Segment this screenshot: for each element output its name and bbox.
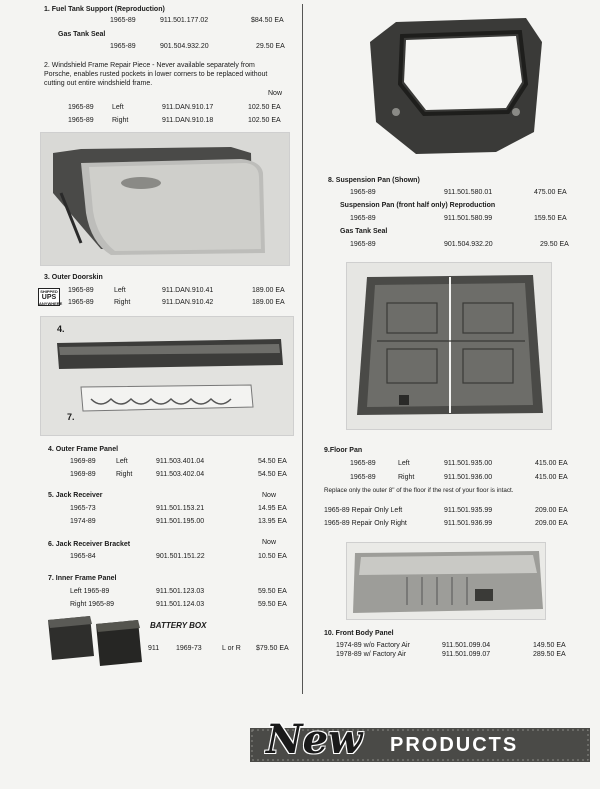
doorskin-photo — [40, 132, 290, 266]
item-note: Replace only the outer 8" of the floor if the rest of your floor is intact. — [324, 487, 514, 494]
price: 59.50 EA — [258, 588, 287, 595]
item-years: 1965-89 — [350, 460, 376, 467]
item-years: 1965-89 — [110, 43, 136, 50]
part-number: 911.501.195.00 — [156, 518, 205, 525]
item-label: 1974-89 w/o Factory Air — [336, 642, 410, 649]
item-years: 1965-89 — [68, 299, 94, 306]
item-years: 1965-89 — [68, 287, 94, 294]
battery-box-photo — [44, 612, 144, 668]
item-years: 1965-89 — [68, 104, 94, 111]
item-label: 1978-89 w/ Factory Air — [336, 651, 407, 658]
price: 415.00 EA — [535, 474, 568, 481]
item-years: 1965-89 — [350, 215, 376, 222]
price: 29.50 EA — [540, 241, 569, 248]
item-side: Right — [398, 474, 415, 481]
item-years: 1965-89 — [350, 241, 376, 248]
item-years: 1974-89 — [70, 518, 96, 525]
item-side: Left — [116, 458, 128, 465]
item-title: 6. Jack Receiver Bracket — [48, 541, 131, 548]
price: 10.50 EA — [258, 553, 287, 560]
part-number: 911.501.124.03 — [156, 601, 205, 608]
item-title: BATTERY BOX — [150, 621, 207, 630]
price: 102.50 EA — [248, 104, 281, 111]
price: 415.00 EA — [535, 460, 568, 467]
column-divider — [302, 4, 303, 694]
item-title: 9.Floor Pan — [324, 447, 363, 454]
item-years: Right 1965-89 — [70, 601, 114, 608]
item-description: 2. Windshield Frame Repair Piece - Never available separately from — [44, 62, 255, 69]
photo-label-4: 4. — [57, 324, 65, 334]
part-number: 911.501.099.04 — [442, 642, 491, 649]
item-years: 1965-89 — [350, 189, 376, 196]
item-label: 1965-89 Repair Only Left — [324, 507, 403, 514]
price: 189.00 EA — [252, 287, 285, 294]
item-years: 1969-89 — [70, 458, 96, 465]
item-years: 1965-73 — [70, 505, 96, 512]
price: 475.00 EA — [534, 189, 567, 196]
item-subtitle: Suspension Pan (front half only) Reproduction — [340, 202, 496, 209]
price: 189.00 EA — [252, 299, 285, 306]
item-years: 1965-84 — [70, 553, 96, 560]
item-years: 1965-89 — [110, 17, 136, 24]
item-title: Gas Tank Seal — [58, 31, 106, 38]
now-label: Now — [262, 539, 277, 546]
item-years: Left 1965-89 — [70, 588, 110, 595]
part-number: 911.DAN.910.17 — [162, 104, 214, 111]
part-number: 911.501.153.21 — [156, 505, 205, 512]
part-number: 911.501.936.00 — [444, 474, 493, 481]
item-title: 10. Front Body Panel — [324, 630, 394, 637]
item-title: 7. Inner Frame Panel — [48, 575, 117, 582]
item-side: Left — [112, 104, 124, 111]
item-title: 4. Outer Frame Panel — [48, 446, 119, 453]
suspension-pan-photo — [366, 12, 544, 162]
item-title: 8. Suspension Pan (Shown) — [328, 177, 420, 184]
item-subtitle: Gas Tank Seal — [340, 228, 388, 235]
price: 29.50 EA — [256, 43, 285, 50]
part-number: 911.501.935.00 — [444, 460, 493, 467]
ups-line: SHIPPED — [40, 289, 58, 294]
price: 209.00 EA — [535, 507, 568, 514]
item-title: 5. Jack Receiver — [48, 492, 103, 499]
item-side: Left — [398, 460, 410, 467]
part-number: 911.501.099.07 — [442, 651, 491, 658]
banner-script: New — [266, 716, 363, 763]
item-side: Right — [116, 471, 133, 478]
part-number: 901.501.151.22 — [156, 553, 205, 560]
price: 13.95 EA — [258, 518, 287, 525]
part-number: 911.501.935.99 — [444, 507, 493, 514]
item-title: 3. Outer Doorskin — [44, 274, 103, 281]
price: 14.95 EA — [258, 505, 287, 512]
item-description: cutting out entire windshield frame. — [44, 80, 153, 87]
ups-line: UPS — [41, 294, 57, 301]
frame-panels-photo — [40, 316, 294, 436]
part-number: 911.501.123.03 — [156, 588, 205, 595]
price: 59.50 EA — [258, 601, 287, 608]
price: $79.50 EA — [256, 645, 289, 652]
ups-shipping-logo — [38, 288, 63, 306]
item-side: Right — [114, 299, 131, 306]
price: 102.50 EA — [248, 117, 281, 124]
part-number: 911.503.401.04 — [156, 458, 205, 465]
front-body-panel-photo — [346, 542, 546, 620]
now-label: Now — [268, 90, 283, 97]
item-label: 1965-89 Repair Only Right — [324, 520, 407, 527]
photo-label-7: 7. — [67, 412, 75, 422]
part-number: 911.503.402.04 — [156, 471, 205, 478]
item-model: 911 — [148, 645, 160, 652]
price: $84.50 EA — [251, 17, 284, 24]
price: 289.50 EA — [533, 651, 566, 658]
item-side: Right — [112, 117, 129, 124]
item-side: L or R — [222, 645, 241, 652]
price: 159.50 EA — [534, 215, 567, 222]
price: 149.50 EA — [533, 642, 566, 649]
item-title: 1. Fuel Tank Support (Reproduction) — [44, 6, 165, 13]
item-side: Left — [114, 287, 126, 294]
banner-word: PRODUCTS — [390, 734, 519, 756]
part-number: 911.501.580.01 — [444, 189, 493, 196]
price: 209.00 EA — [535, 520, 568, 527]
ups-line: ANYWHERE — [39, 301, 63, 306]
part-number: 911.501.580.99 — [444, 215, 493, 222]
item-years: 1965-89 — [350, 474, 376, 481]
part-number: 911.DAN.910.18 — [162, 117, 214, 124]
item-years: 1965-89 — [68, 117, 94, 124]
price: 54.50 EA — [258, 458, 287, 465]
part-number: 911.DAN.910.41 — [162, 287, 214, 294]
part-number: 911.501.936.99 — [444, 520, 493, 527]
new-products-banner — [250, 712, 590, 774]
part-number: 911.DAN.910.42 — [162, 299, 214, 306]
floor-pan-photo — [346, 262, 552, 430]
part-number: 901.504.932.20 — [444, 241, 493, 248]
price: 54.50 EA — [258, 471, 287, 478]
item-years: 1969-73 — [176, 645, 202, 652]
item-description: Porsche, enables rusted pockets in lower corners to be replaced without — [44, 71, 268, 78]
now-label: Now — [262, 492, 277, 499]
part-number: 911.501.177.02 — [160, 17, 209, 24]
part-number: 901.504.932.20 — [160, 43, 209, 50]
item-years: 1969-89 — [70, 471, 96, 478]
